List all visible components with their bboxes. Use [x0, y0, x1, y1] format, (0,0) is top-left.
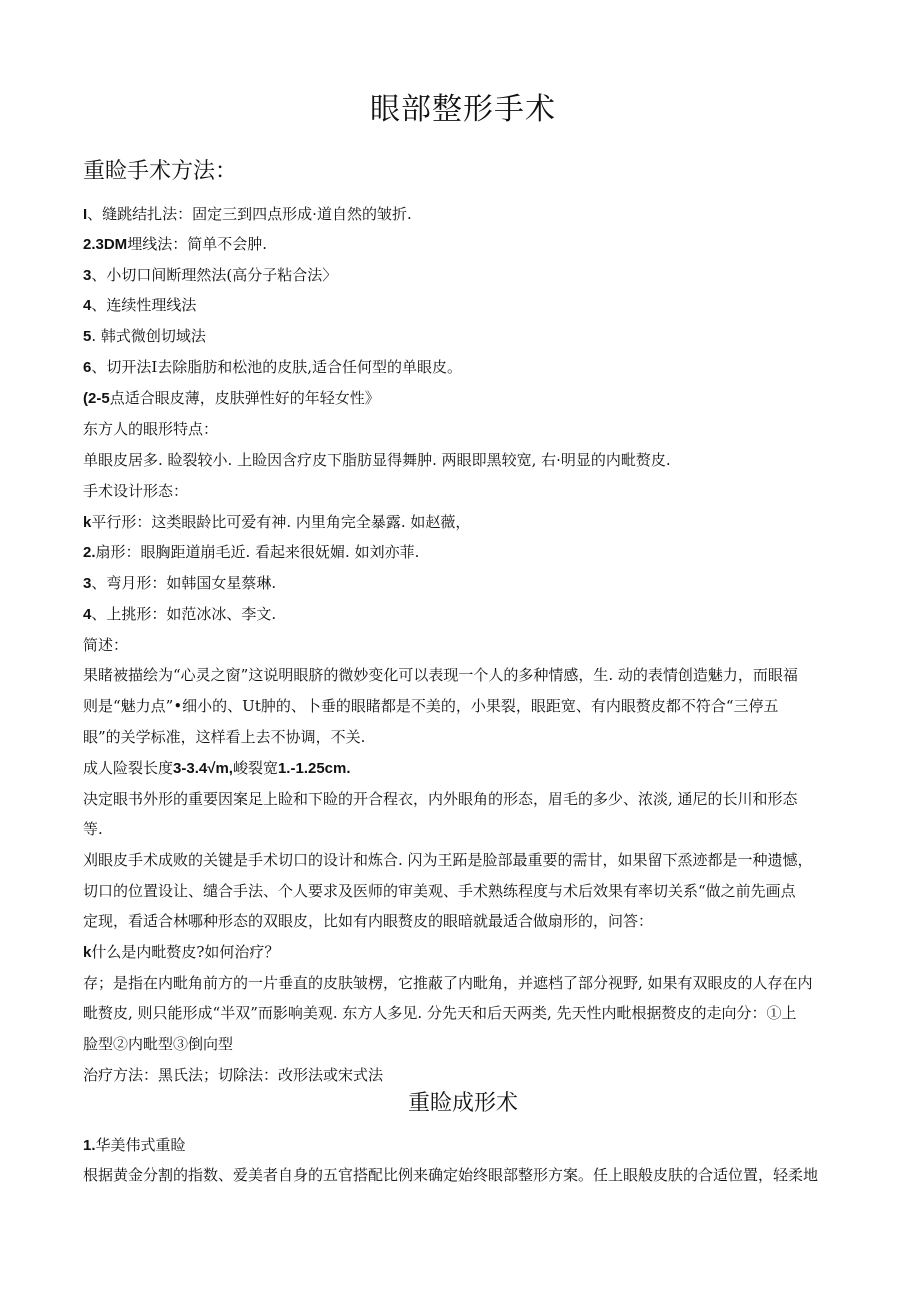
method-item-1 — [83, 199, 843, 230]
paragraph-line: 眼”的关学标准，这样看上去不协调，不关. — [83, 728, 366, 746]
paragraph-line: 根据黄金分割的指数、爱美者自身的五官搭配比例来确定始终眼部整形方案。任上眼般皮肤的合适位置，轻柔地 — [83, 1166, 819, 1184]
note-number: (2-5 — [83, 390, 110, 407]
design-item-text: 、上挑形：如范冰冰、李文. — [91, 605, 277, 623]
measurement-value: 1.-1.25cm. — [277, 760, 351, 777]
item-text: 华美伟式重睑 — [95, 1136, 186, 1154]
design-heading: 手术设计形态： — [83, 482, 189, 500]
paragraph-line: 定现，看适合林哪种形态的双眼皮，比如有内眼赘皮的眼暗就最适合做扇形的，问答： — [83, 912, 654, 930]
page-title: 眼部整形手术 — [370, 92, 556, 127]
design-item-text: 、弯月形：如韩国女星蔡琳. — [91, 574, 277, 592]
method-item-text: 埋线法：简单不会肿. — [127, 235, 267, 253]
method-note — [83, 383, 843, 414]
paragraph-line: 果睹被描绘为“心灵之窗”这说明眼脐的微妙变化可以表现一个人的多种情感，生. 动的表情创造魅力，而眼福 — [83, 666, 798, 684]
question-number: k — [83, 944, 92, 961]
method-item-text: 、切开法I去除脂肪和松池的皮肤,适合任何型的单眼皮。 — [91, 358, 463, 376]
paragraph-line: 刈眼皮手术成败的关键是手术切口的设计和炼合. 闪为王跖是脸部最重要的需甘，如果留下烝迹都是一种遗憾， — [83, 851, 813, 869]
answer-line: 存；是指在内毗角前方的一片垂直的皮肤皱楞，它推蔽了内毗角，并遮档了部分视野, 如果有双眼皮的人存在内 — [83, 974, 813, 992]
method-item-6 — [83, 352, 843, 383]
method-item-2 — [83, 229, 843, 260]
method-item-number: 5 — [83, 328, 92, 345]
features-text: 单眼皮居多. 睑裂较小. 上睑因含疗皮下脂肪显得舞肿. 两眼即黑较宽, 右·明显的内毗赘皮. — [83, 451, 671, 469]
paragraph-line: 切口的位置设让、缱合手法、个人要求及医师的审美观、手术熟练程度与术后效果有率切关系“做之前先画点 — [83, 882, 796, 900]
note-text: 点适合眼皮薄，皮肤弹性好的年轻女性》 — [109, 389, 380, 407]
method-item-text: 、连续性理线法 — [91, 296, 197, 314]
paragraph-line: 则是“魅力点”•细小的、Ut肿的、卜垂的眼睹都是不美的，小果裂，眼距宽、有内眼赘皮都不符合“三停五 — [83, 697, 779, 715]
design-item-1 — [83, 507, 843, 538]
method-item-4 — [83, 290, 843, 321]
item-heading — [83, 1130, 843, 1161]
question-text: 什么是内毗赘皮?如何治疗？ — [91, 943, 280, 961]
method-item-text: 、小切口间断理然法(高分子粘合法〉 — [91, 266, 338, 284]
design-item-text: 扇形：眼胸距道崩毛近. 看起来很妩媚. 如刘亦菲. — [95, 543, 420, 561]
measurement-value: 3-3.4√m, — [173, 760, 233, 777]
design-item-number: k — [83, 514, 92, 531]
section-heading-methods: 重睑手术方法： — [83, 159, 238, 184]
method-item-text: . 韩式微创切域法 — [91, 327, 206, 345]
design-item-text: 平行形：这类眼龄比可爱有神. 内里角完全暴露. 如赵薇， — [91, 513, 471, 531]
measurement-line — [83, 753, 843, 784]
measurement-label: 成人险裂长度 — [83, 759, 174, 777]
item-number: 1. — [83, 1137, 96, 1154]
design-item-4 — [83, 599, 843, 630]
method-item-number: I — [83, 206, 88, 223]
method-item-text: 、缝跳结扎法：固定三到四点形成·道自然的皱折. — [87, 205, 412, 223]
design-item-2 — [83, 537, 843, 568]
method-item-number: 6 — [83, 359, 92, 376]
treatment-line: 治疗方法：黑氏法；切除法：改形法或宋式法 — [83, 1066, 384, 1084]
design-item-number: 2. — [83, 544, 96, 561]
question-line — [83, 937, 843, 968]
method-item-number: 4 — [83, 297, 92, 314]
design-item-number: 3 — [83, 575, 92, 592]
method-item-5 — [83, 321, 843, 352]
summary-heading: 简述： — [83, 636, 129, 654]
features-heading: 东方人的眼形特点： — [83, 420, 219, 438]
method-item-3 — [83, 260, 843, 291]
design-item-number: 4 — [83, 606, 92, 623]
method-item-number: 2.3DM — [83, 236, 128, 253]
method-item-number: 3 — [83, 267, 92, 284]
answer-line: 毗赘皮, 则只能形成“半双”而影响美观. 东方人多见. 分先天和后天两类, 先天性内毗根据赘皮的走向分：①上 — [83, 1004, 797, 1022]
paragraph-line: 等. — [83, 820, 103, 838]
paragraph-line: 决定眼书外形的重要因案足上睑和下睑的开合程衣，内外眼角的形态，眉毛的多少、浓淡, 通尼的长川和形态 — [83, 790, 798, 808]
design-item-3 — [83, 568, 843, 599]
measurement-label: 峻裂宽 — [232, 759, 278, 777]
answer-line: 脸型②内毗型③倒向型 — [83, 1035, 234, 1053]
section-subtitle: 重睑成形术 — [407, 1091, 518, 1116]
